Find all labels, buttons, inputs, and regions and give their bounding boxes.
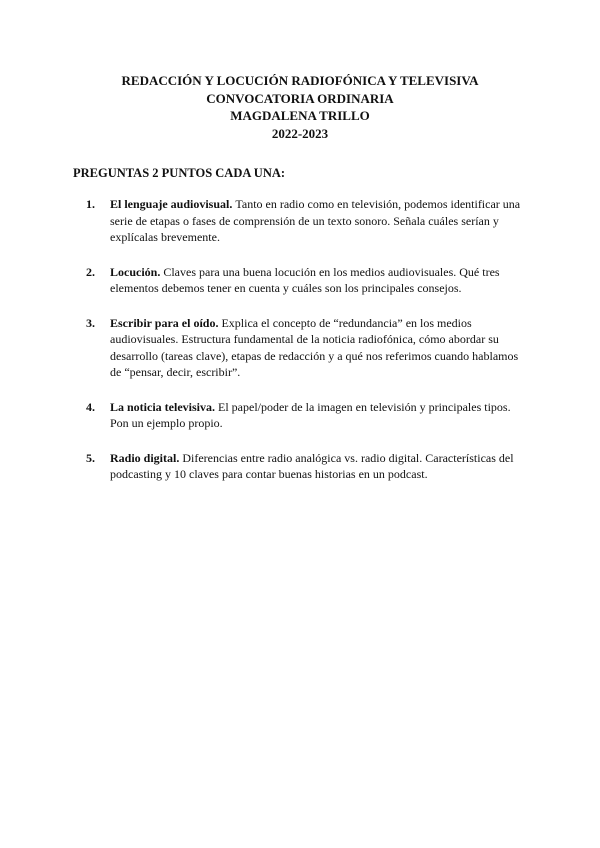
question-number: 1. (86, 197, 95, 211)
question-item-4 (86, 399, 526, 432)
question-item-1 (86, 196, 526, 246)
question-title: Escribir para el oído. (110, 315, 222, 330)
header-professor: MAGDALENA TRILLO (230, 108, 370, 123)
header-course-title: REDACCIÓN Y LOCUCIÓN RADIOFÓNICA Y TELEVISIVA (121, 73, 479, 88)
question-text: Claves para una buena locución en los medios audiovisuales. Qué tres elementos debemos tener en cuenta y cuáles son los principales consejos. (110, 264, 500, 295)
question-number: 5. (86, 450, 95, 465)
question-text: El papel/poder de la imagen en televisión y principales tipos. Pon un ejemplo propio. (110, 399, 511, 430)
question-number: 4. (86, 399, 95, 414)
document-header (0, 72, 600, 142)
question-text: Explica el concepto de “redundancia” en los medios audiovisuales. Estructura fundamental de la noticia radiofónica, cómo abordar su desarrollo (tareas clave), etapas de redacción y a qué nos referimos cuando hablamos de “pensar, decir, escribir”. (110, 315, 519, 379)
question-title: Locución. (110, 264, 164, 279)
question-title: El lenguaje audiovisual. (110, 197, 236, 211)
question-title: La noticia televisiva. (110, 399, 218, 414)
question-list (86, 196, 526, 501)
header-exam-session: CONVOCATORIA ORDINARIA (206, 90, 394, 106)
question-number: 2. (86, 264, 95, 279)
question-number: 3. (86, 315, 95, 330)
question-item-3 (86, 315, 526, 381)
header-academic-year: 2022-2023 (271, 125, 329, 141)
question-title: Radio digital. (110, 450, 183, 465)
question-item-2 (86, 264, 526, 297)
question-text: Tanto en radio como en televisión, podemos identificar una serie de etapas o fases de comprensión de un texto sonoro. Señala cuáles serían y explícalas brevemente. (110, 197, 521, 244)
question-text: Diferencias entre radio analógica vs. radio digital. Características del podcasting y 10 claves para contar buenas historias en un podcast. (110, 450, 514, 481)
question-item-5 (86, 450, 526, 483)
section-title: PREGUNTAS 2 PUNTOS CADA UNA: (73, 166, 286, 180)
